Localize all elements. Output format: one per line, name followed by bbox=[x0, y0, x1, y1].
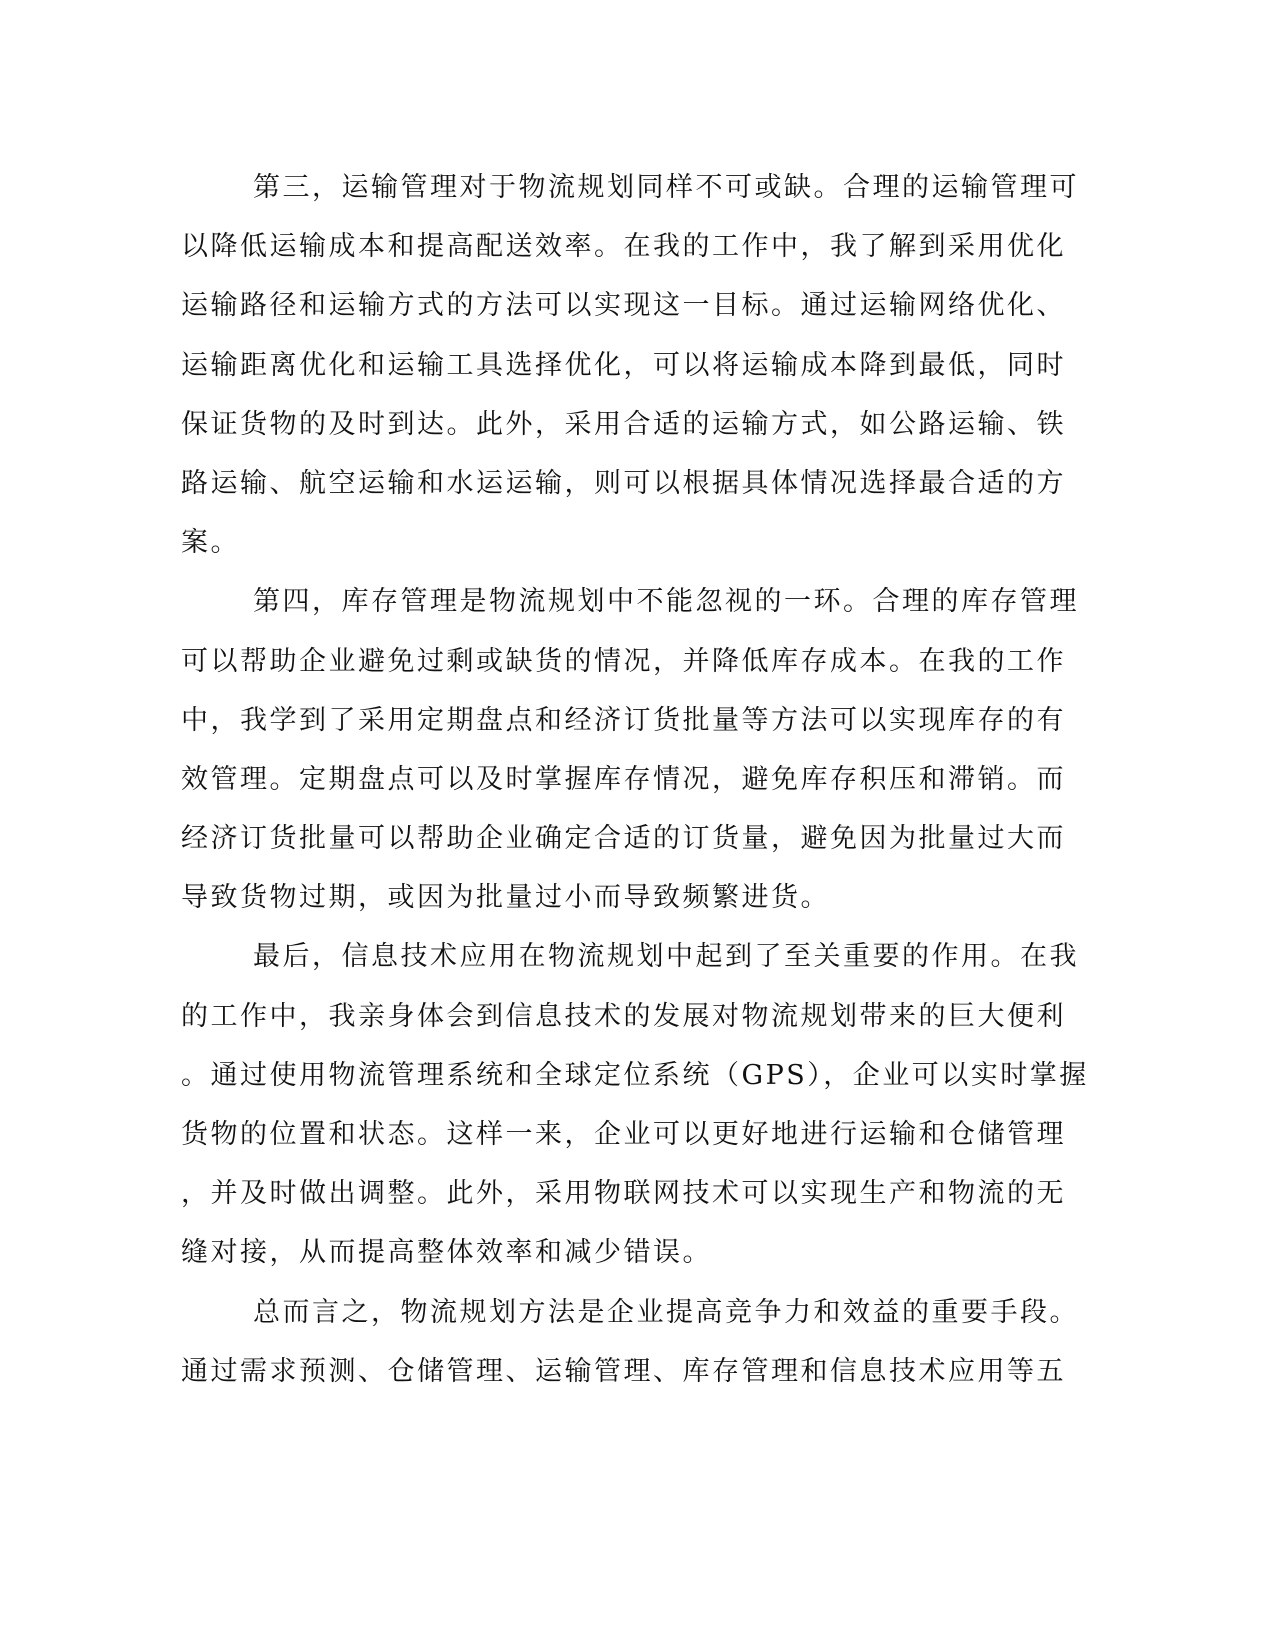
text-line: ，并及时做出调整。此外，采用物联网技术可以实现生产和物流的无 bbox=[181, 1178, 1066, 1210]
text-line: 导致货物过期，或因为批量过小而导致频繁进货。 bbox=[181, 882, 830, 914]
paragraph-inventory-management bbox=[181, 572, 1079, 927]
text-line: 保证货物的及时到达。此外，采用合适的运输方式，如公路运输、铁 bbox=[181, 408, 1066, 440]
text-line: 总而言之，物流规划方法是企业提高竞争力和效益的重要手段。 bbox=[253, 1296, 1079, 1328]
text-line: 。通过使用物流管理系统和全球定位系统（GPS），企业可以实时掌握 bbox=[181, 1059, 1089, 1091]
text-line: 第三，运输管理对于物流规划同样不可或缺。合理的运输管理可 bbox=[253, 172, 1079, 203]
paragraph-transport-management bbox=[181, 158, 1079, 572]
text-line: 通过需求预测、仓储管理、运输管理、库存管理和信息技术应用等五 bbox=[181, 1355, 1066, 1387]
text-line: 经济订货批量可以帮助企业确定合适的订货量，避免因为批量过大而 bbox=[181, 823, 1066, 855]
text-line: 货物的位置和状态。这样一来，企业可以更好地进行运输和仓储管理 bbox=[181, 1119, 1066, 1150]
document-body bbox=[181, 158, 1089, 1401]
paragraph-information-technology bbox=[181, 927, 1089, 1282]
text-line: 缝对接，从而提高整体效率和减少错误。 bbox=[181, 1237, 712, 1269]
text-line: 的工作中，我亲身体会到信息技术的发展对物流规划带来的巨大便利 bbox=[181, 1000, 1066, 1032]
text-line: 运输路径和运输方式的方法可以实现这一目标。通过运输网络优化、 bbox=[181, 290, 1066, 322]
text-line: 效管理。定期盘点可以及时掌握库存情况，避免库存积压和滞销。而 bbox=[181, 763, 1066, 795]
paragraph-conclusion bbox=[181, 1283, 1079, 1401]
text-line: 最后，信息技术应用在物流规划中起到了至关重要的作用。在我 bbox=[253, 941, 1079, 973]
text-line: 运输距离优化和运输工具选择优化，可以将运输成本降到最低，同时 bbox=[181, 349, 1066, 381]
text-line: 案。 bbox=[181, 527, 240, 559]
text-line: 第四，库存管理是物流规划中不能忽视的一环。合理的库存管理 bbox=[253, 586, 1079, 618]
text-line: 可以帮助企业避免过剩或缺货的情况，并降低库存成本。在我的工作 bbox=[181, 645, 1066, 677]
text-line: 以降低运输成本和提高配送效率。在我的工作中，我了解到采用优化 bbox=[181, 231, 1066, 263]
text-line: 中，我学到了采用定期盘点和经济订货批量等方法可以实现库存的有 bbox=[181, 704, 1066, 736]
text-line: 路运输、航空运输和水运运输，则可以根据具体情况选择最合适的方 bbox=[181, 467, 1066, 499]
